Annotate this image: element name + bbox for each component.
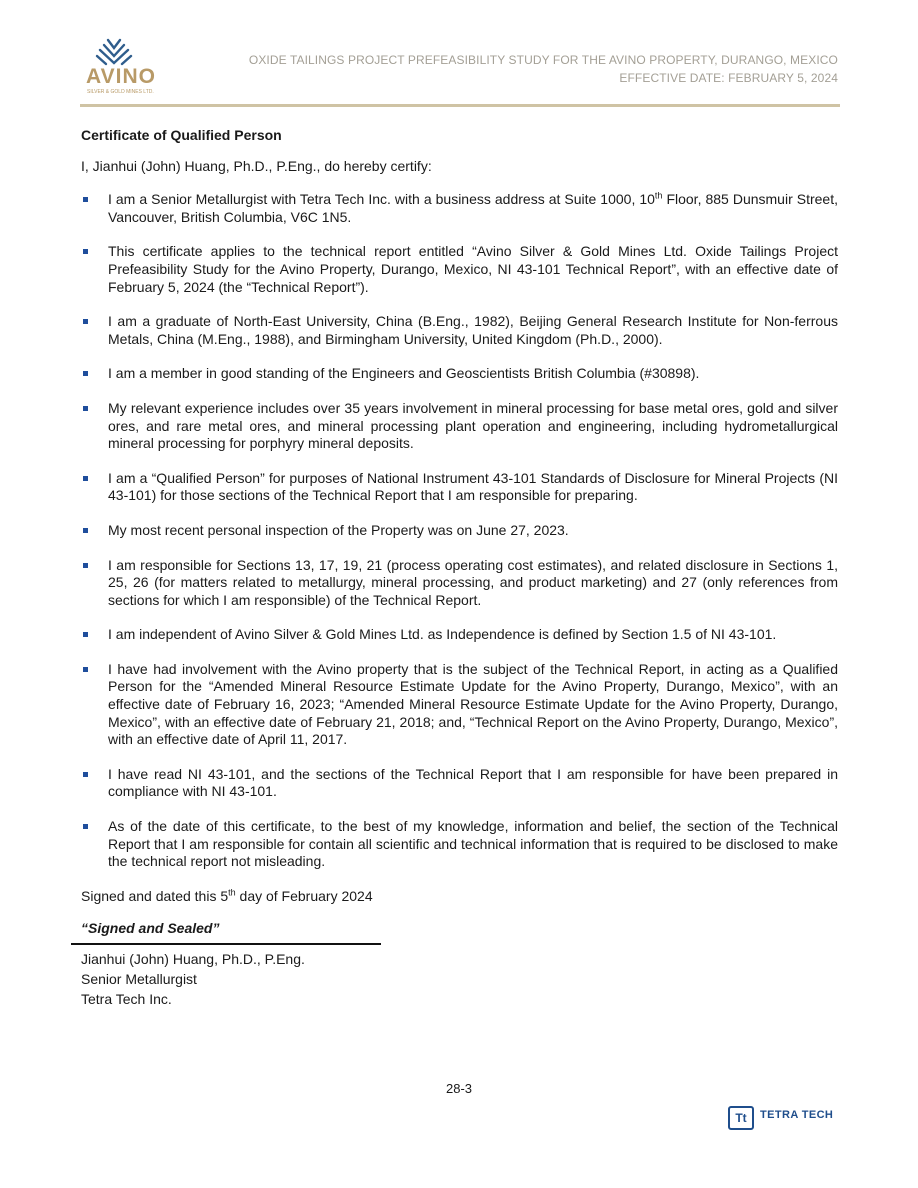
bullet-icon bbox=[83, 563, 88, 568]
list-item bbox=[81, 766, 838, 801]
list-item-text: Floor, 885 Dunsmuir Street, Vancouver, British Columbia, V6C 1N5. bbox=[108, 191, 838, 225]
list-item-text: I am a “Qualified Person” for purposes of National Instrument 43-101 Standards of Disclosure for Mineral Projects (NI 43-101) for those sections of the Technical Report that I am responsible for preparing. bbox=[108, 469, 838, 504]
bullet-icon bbox=[83, 667, 88, 672]
list-item bbox=[81, 243, 838, 296]
logo-subtitle: SILVER & GOLD MINES LTD. bbox=[87, 89, 154, 95]
list-item bbox=[81, 365, 838, 383]
signatory-company: Tetra Tech Inc. bbox=[81, 991, 172, 1007]
bullet-icon bbox=[83, 632, 88, 637]
list-item bbox=[81, 661, 838, 749]
bullet-icon bbox=[83, 371, 88, 376]
signatory-title: Senior Metallurgist bbox=[81, 971, 197, 987]
tetra-tech-wordmark: TETRA TECH bbox=[760, 1109, 834, 1121]
bullet-icon bbox=[83, 476, 88, 481]
ordinal-suffix: th bbox=[228, 887, 236, 898]
ordinal-suffix: th bbox=[654, 190, 663, 201]
list-item-text: I have had involvement with the Avino property that is the subject of the Technical Report, in acting as a Qualified Person for the “Amended Mineral Resource Estimate Update for the Avino Property, Durango, Mexico”, with an effective date of February 16, 2023; “Amended Mineral Resource Estimate Update for the Avino Property, Durango, Mexico”, with an effective date of February 21, 2018; and, “Technical Report on the Avino Property, Durango, Mexico”, with an effective date of April 11, 2017. bbox=[108, 660, 838, 748]
signed-text: day of February 2024 bbox=[235, 887, 373, 904]
signed-text: Signed and dated this 5 bbox=[81, 887, 229, 904]
list-item-text: I have read NI 43-101, and the sections of the Technical Report that I am responsible for have been prepared in compliance with NI 43-101. bbox=[108, 765, 838, 800]
list-item bbox=[81, 191, 838, 226]
list-item-text: I am a member in good standing of the Engineers and Geoscientists British Columbia (#30898). bbox=[108, 365, 700, 382]
list-item-text: This certificate applies to the technical report entitled “Avino Silver & Gold Mines Ltd. Oxide Tailings Project Prefeasibility Study for the Avino Property, Durango, Mexico, NI 43-101 Technical Report”, with an effective date of February 5, 2024 (the “Technical Report”). bbox=[108, 243, 838, 295]
certificate-title: Certificate of Qualified Person bbox=[81, 127, 282, 143]
page-number: 28-3 bbox=[445, 1081, 473, 1096]
tetra-tech-logo-icon: Tt bbox=[728, 1106, 754, 1130]
certification-list bbox=[81, 191, 838, 871]
certificate-body bbox=[81, 127, 838, 938]
signatory-name: Jianhui (John) Huang, Ph.D., P.Eng. bbox=[81, 951, 305, 967]
list-item bbox=[81, 557, 838, 610]
list-item-text: I am responsible for Sections 13, 17, 19, 21 (process operating cost estimates), and related disclosure in Sections 1, 25, 26 (for matters related to metallurgy, mineral processing, and product marketing) and 27 (only references from sections for which I am responsible) of the Technical Report. bbox=[108, 556, 838, 608]
list-item-text: I am a Senior Metallurgist with Tetra Tech Inc. with a business address at Suite 1000, 10 bbox=[108, 191, 655, 208]
header-divider bbox=[80, 104, 840, 107]
signed-and-sealed: “Signed and Sealed” bbox=[81, 920, 220, 937]
bullet-icon bbox=[83, 319, 88, 324]
bullet-icon bbox=[83, 528, 88, 533]
signature-block bbox=[81, 949, 305, 1009]
list-item bbox=[81, 626, 838, 644]
list-item-text: My most recent personal inspection of the Property was on June 27, 2023. bbox=[108, 521, 569, 538]
report-title: OXIDE TAILINGS PROJECT PREFEASIBILITY STUDY FOR THE AVINO PROPERTY, DURANGO, MEXICO bbox=[248, 53, 838, 67]
list-item-text: My relevant experience includes over 35 years involvement in mineral processing for base metal ores, gold and silver ores, and rare metal ores, and mineral processing plant operation and engineering, including hydrometallurgical mineral processing for porphyry mineral deposits. bbox=[108, 399, 838, 452]
list-item-text: As of the date of this certificate, to the best of my knowledge, information and belief, the section of the Technical Report that I am responsible for contain all scientific and technical information that is required to be disclosed to make the technical report not misleading. bbox=[108, 818, 838, 870]
list-item bbox=[81, 313, 838, 348]
list-item-text: I am independent of Avino Silver & Gold Mines Ltd. as Independence is defined by Section 1.5 of NI 43-101. bbox=[108, 626, 777, 643]
bullet-icon bbox=[83, 249, 88, 254]
signed-date-line bbox=[81, 888, 838, 906]
list-item bbox=[81, 470, 838, 505]
bullet-icon bbox=[83, 772, 88, 777]
bullet-icon bbox=[83, 406, 88, 411]
effective-date: EFFECTIVE DATE: FEBRUARY 5, 2024 bbox=[619, 71, 838, 85]
list-item-text: I am a graduate of North-East University, China (B.Eng., 1982), Beijing General Research Institute for Non-ferrous Metals, China (M.Eng., 1988), and Birmingham University, United Kingdom (Ph.D., 2000). bbox=[108, 313, 838, 347]
logo-wordmark: AVINO bbox=[86, 65, 156, 88]
bullet-icon bbox=[83, 197, 88, 202]
bullet-icon bbox=[83, 824, 88, 829]
list-item bbox=[81, 522, 838, 540]
list-item bbox=[81, 400, 838, 453]
certificate-intro: I, Jianhui (John) Huang, Ph.D., P.Eng., do hereby certify: bbox=[81, 157, 432, 174]
list-item bbox=[81, 818, 838, 871]
signature-line bbox=[71, 943, 381, 945]
